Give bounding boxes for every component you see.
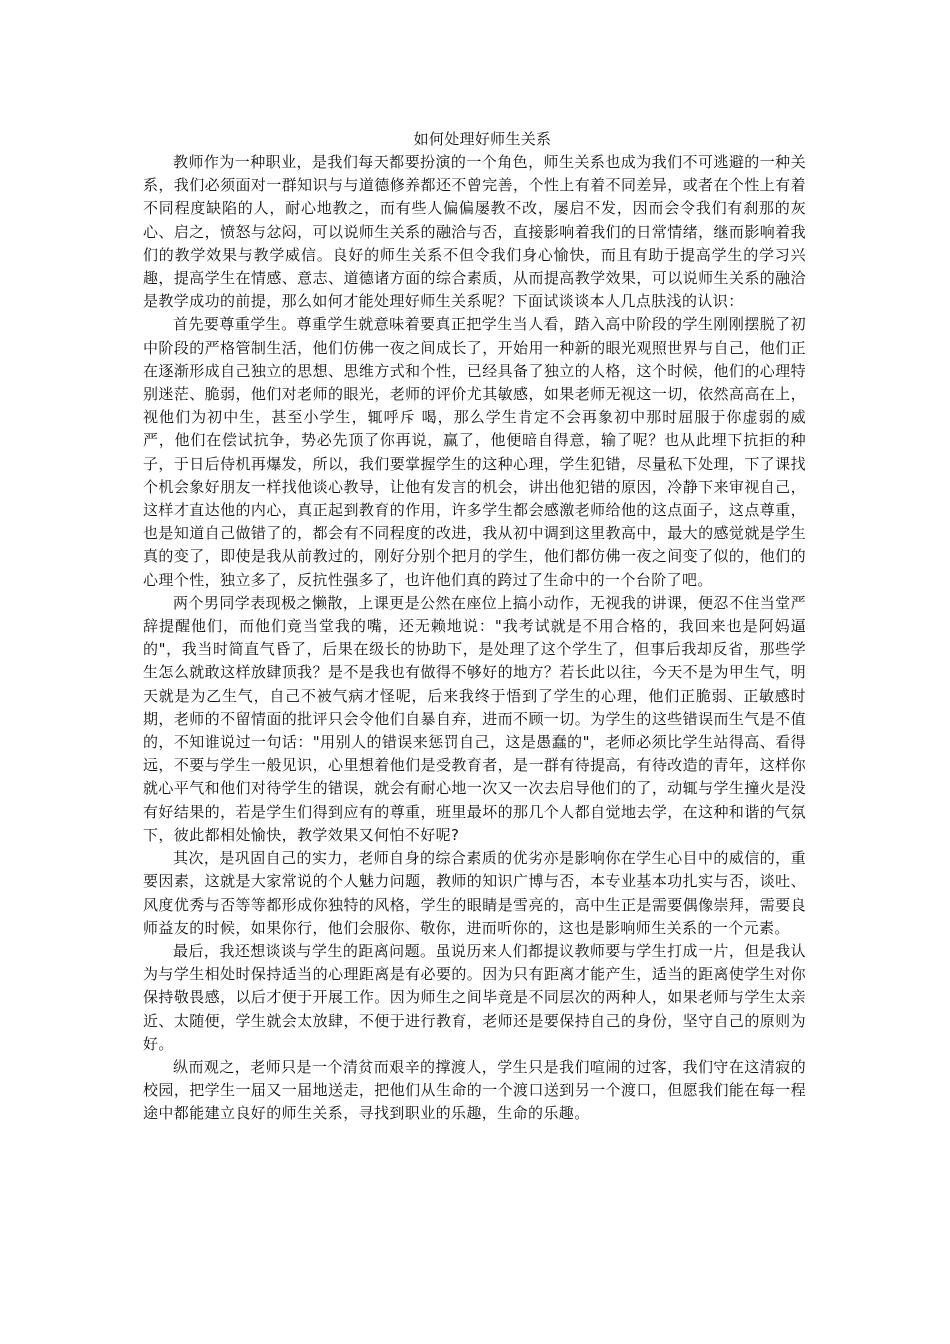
paragraph-example-story: 两个男同学表现极之懒散，上课更是公然在座位上搞小动作，无视我的讲课，便忍不住当堂严辞提醒他们，而他们竟当堂我的嘴，还无赖地说："我考试就是不用合格的，我回来也是阿妈逼的"，我当时简直气昏了，后果在级长的协助下，是处理了这个学生了，但事后我却反省，那些学生怎么就敢这样放肆顶我？是不是我也有做得不够好的地方？若长此以往，今天不是为甲生气，明天就是为乙生气，自己不被气病才怪呢，后来我终于悟到了学生的心理，他们正脆弱、正敏感时期，老师的不留情面的批评只会令他们自暴自弃，进而不顾一切。为学生的这些错误而生气是不值的，不知谁说过一句话："用别人的错误来惩罚自己，这是愚蠢的"，老师必须比学生站得高、看得远，不要与学生一般见识，心里想着他们是受教育者，是一群有待提高，有待改造的青年，这样你就心平气和他们对待学生的错误，就会有耐心地一次又一次去启导他们的了，动辄与学生撞火是没有好结果的，若是学生们得到应有的尊重，班里最坏的那几个人都自觉地去学，在这种和谐的气氛下，彼此都相处愉快，教学效果又何怕不好呢? — [143, 593, 806, 844]
document-page — [143, 128, 806, 1126]
document-title: 如何处理好师生关系 — [413, 130, 552, 148]
paragraph-conclusion: 纵而观之，老师只是一个清贫而艰辛的撑渡人，学生只是我们喧闹的过客，我们守在这清寂的校园，把学生一届又一届地送走，把他们从生命的一个渡口送到另一个渡口，但愿我们能在每一程途中都能建立良好的师生关系，寻找到职业的乐趣，生命的乐趣。 — [143, 1057, 806, 1123]
paragraph-intro: 教师作为一种职业，是我们每天都要扮演的一个角色，师生关系也成为我们不可逃避的一种关系，我们必须面对一群知识与与道德修养都还不曾完善，个性上有着不同差异，或者在个性上有着不同程度缺陷的人，耐心地教之，而有些人偏偏屡教不改，屡启不发，因而会令我们有刹那的灰心、启之，愤怒与忿闷，可以说师生关系的融洽与否，直接影响着我们的日常情绪，继而影响着我们的教学效果与教学威信。良好的师生关系不但令我们身心愉快，而且有助于提高学生的学习兴趣，提高学生在情感、意志、道德诸方面的综合素质，从而提高教学效果，可以说师生关系的融洽是教学成功的前提，那么如何才能处理好师生关系呢？下面试谈谈本人几点肤浅的认识： — [143, 153, 806, 311]
paragraph-respect-students: 首先要尊重学生。尊重学生就意味着要真正把学生当人看，踏入高中阶段的学生刚刚摆脱了初中阶段的严格管制生活，他们仿佛一夜之间成长了，开始用一种新的眼光观照世界与自己，他们正在逐渐形成自己独立的思想、思维方式和个性，已经具备了独立的人格，这个时候，他们的心理特别迷茫、脆弱，他们对老师的眼光，老师的评价尤其敏感，如果老师无视这一切，依然高高在上，视他们为初中生，甚至小学生，辄呼斥 喝，那么学生肯定不会再象初中那时屈服于你虚弱的威严，他们在偿试抗争，势必先顶了你再说，赢了，他便暗自得意，输了呢？也从此埋下抗拒的种子，于日后侍机再爆发，所以，我们要掌握学生的这种心理，学生犯错，尽量私下处理，下了课找个机会象好朋友一样找他谈心教导，让他有发言的机会，讲出他犯错的原因，冷静下来审视自己，这样才直达他的内心，真正起到教育的作用，许多学生都会感激老师给他的这点面子，这点尊重，也是知道自己做错了的，都会有不同程度的改进，我从初中调到这里教高中，最大的感觉就是学生真的变了，即使是我从前教过的，刚好分别个把月的学生，他们都仿佛一夜之间变了似的，他们的心理个性，独立多了，反抗性强多了，也许他们真的跨过了生命中的一个台阶了吧。 — [143, 315, 806, 589]
paragraph-distance: 最后，我还想谈谈与学生的距离问题。虽说历来人们都提议教师要与学生打成一片，但是我认为与学生相处时保持适当的心理距离是有必要的。因为只有距离才能产生，适当的距离使学生对你保持敬畏感，以后才便于开展工作。因为师生之间毕竟是不同层次的两种人，如果老师与学生太亲近、太随便，学生就会太放肆，不便于进行教育，老师还是要保持自己的身份，坚守自己的原则为好。 — [143, 941, 806, 1053]
paragraph-personal-strength: 其次，是巩固自己的实力，老师自身的综合素质的优劣亦是影响你在学生心目中的威信的，重要因素，这就是大家常说的个人魅力问题，教师的知识广博与否，本专业基本功扎实与否，谈吐、风度优秀与否等等都形成你独特的风格，学生的眼睛是雪亮的，高中生正是需要偶像崇拜，需要良师益友的时候，如果你行，他们会服你、敬你，进而听你的，这也是影响师生关系的一个元素。 — [143, 849, 806, 937]
